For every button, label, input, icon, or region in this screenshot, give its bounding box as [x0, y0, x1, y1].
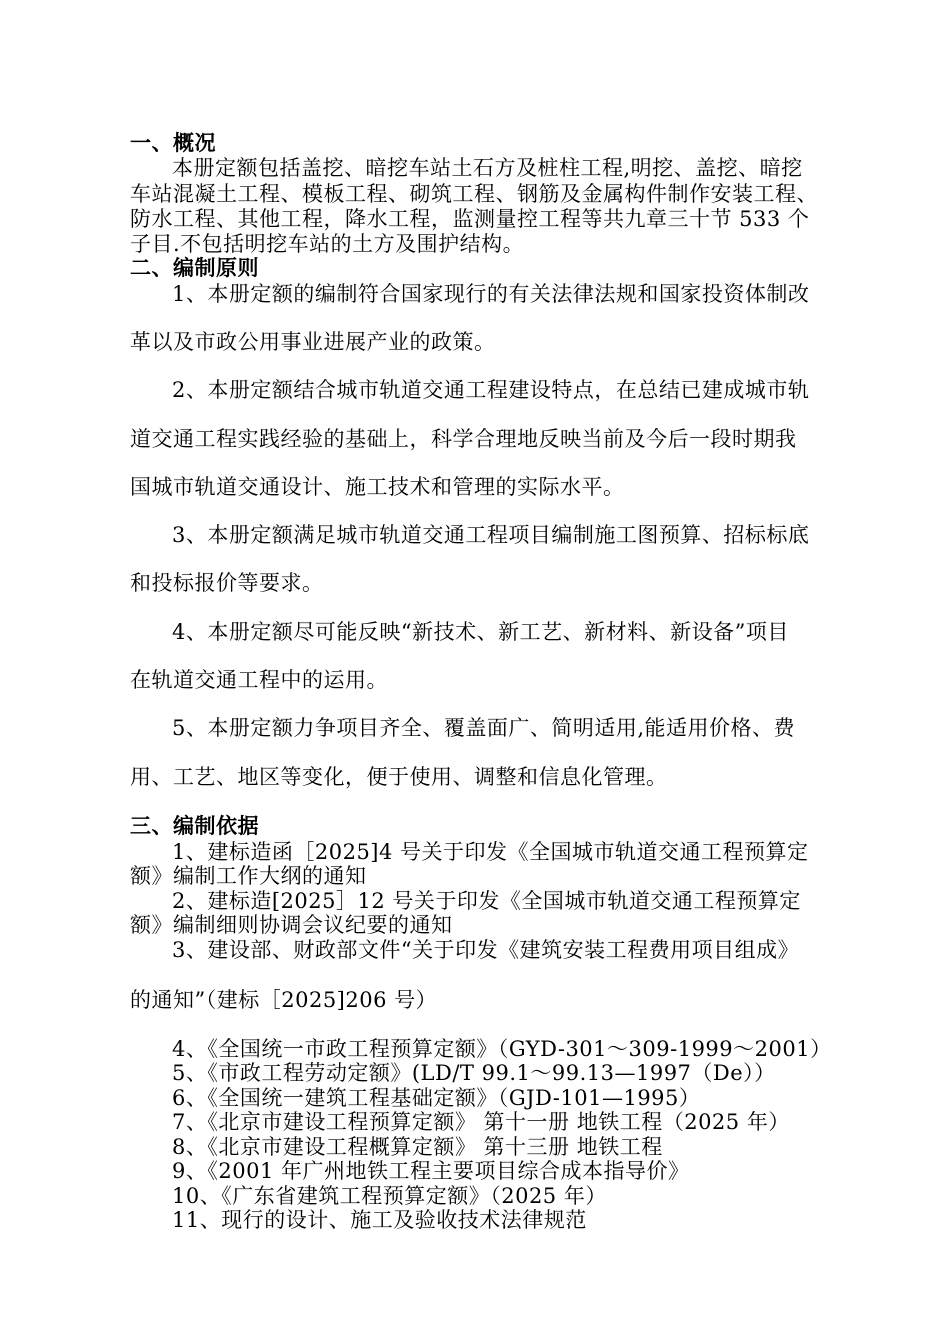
paragraph-line: 子目.不包括明挖车站的土方及围护结构。 — [130, 232, 525, 256]
paragraph-line: 用、工艺、地区等变化，便于使用、调整和信息化管理。 — [130, 765, 668, 789]
paragraph-line: 和投标报价等要求。 — [130, 571, 324, 595]
paragraph-line: 5、《市政工程劳动定额》(LD/T 99.1～99.13—1997（De）） — [172, 1061, 776, 1085]
paragraph-line: 10、《广东省建筑工程预算定额》（2025 年） — [172, 1184, 607, 1208]
paragraph-line: 革以及市政公用事业进展产业的政策。 — [130, 330, 496, 354]
paragraph-line: 额》编制工作大纲的通知 — [130, 864, 367, 888]
paragraph-line: 1、建标造函［2025]4 号关于印发《全国城市轨道交通工程预算定 — [172, 840, 809, 864]
paragraph-line: 的通知”（建标［2025]206 号） — [130, 988, 438, 1012]
paragraph-line: 9、《2001 年广州地铁工程主要项目综合成本指导价》 — [172, 1159, 690, 1183]
paragraph-line: 额》编制细则协调会议纪要的通知 — [130, 913, 453, 937]
paragraph-line: 2、本册定额结合城市轨道交通工程建设特点，在总结已建成城市轨 — [172, 378, 810, 402]
section-heading-principles: 二、编制原则 — [130, 256, 259, 280]
paragraph-line: 防水工程、其他工程，降水工程，监测量控工程等共九章三十节 533 个 — [130, 207, 810, 231]
paragraph-line: 4、本册定额尽可能反映“新技术、新工艺、新材料、新设备”项目 — [172, 620, 789, 644]
paragraph-line: 道交通工程实践经验的基础上，科学合理地反映当前及今后一段时期我 — [130, 427, 797, 451]
paragraph-line: 5、本册定额力争项目齐全、覆盖面广、简明适用,能适用价格、费 — [172, 716, 796, 740]
paragraph-line: 在轨道交通工程中的运用。 — [130, 668, 388, 692]
paragraph-line: 本册定额包括盖挖、暗挖车站土石方及桩柱工程,明挖、盖挖、暗挖 — [172, 156, 803, 180]
paragraph-line: 3、建设部、财政部文件“关于印发《建筑安装工程费用项目组成》 — [172, 938, 800, 962]
paragraph-line: 8、《北京市建设工程概算定额》 第十三册 地铁工程 — [172, 1135, 663, 1159]
paragraph-line: 2、建标造[2025］12 号关于印发《全国城市轨道交通工程预算定 — [172, 889, 801, 913]
section-heading-basis: 三、编制依据 — [130, 814, 259, 838]
paragraph-line: 6、《全国统一建筑工程基础定额》（GJD-101—1995） — [172, 1086, 701, 1110]
paragraph-line: 4、《全国统一市政工程预算定额》（GYD-301～309-1999～2001） — [172, 1037, 832, 1061]
paragraph-line: 11、现行的设计、施工及验收技术法律规范 — [172, 1208, 587, 1232]
paragraph-line: 国城市轨道交通设计、施工技术和管理的实际水平。 — [130, 475, 625, 499]
paragraph-line: 1、本册定额的编制符合国家现行的有关法律法规和国家投资体制改 — [172, 282, 810, 306]
section-heading-overview: 一、概况 — [130, 131, 216, 155]
paragraph-line: 3、本册定额满足城市轨道交通工程项目编制施工图预算、招标标底 — [172, 523, 810, 547]
paragraph-line: 车站混凝土工程、模板工程、砌筑工程、钢筋及金属构件制作安装工程、 — [130, 182, 818, 206]
paragraph-line: 7、《北京市建设工程预算定额》 第十一册 地铁工程（2025 年） — [172, 1110, 790, 1134]
